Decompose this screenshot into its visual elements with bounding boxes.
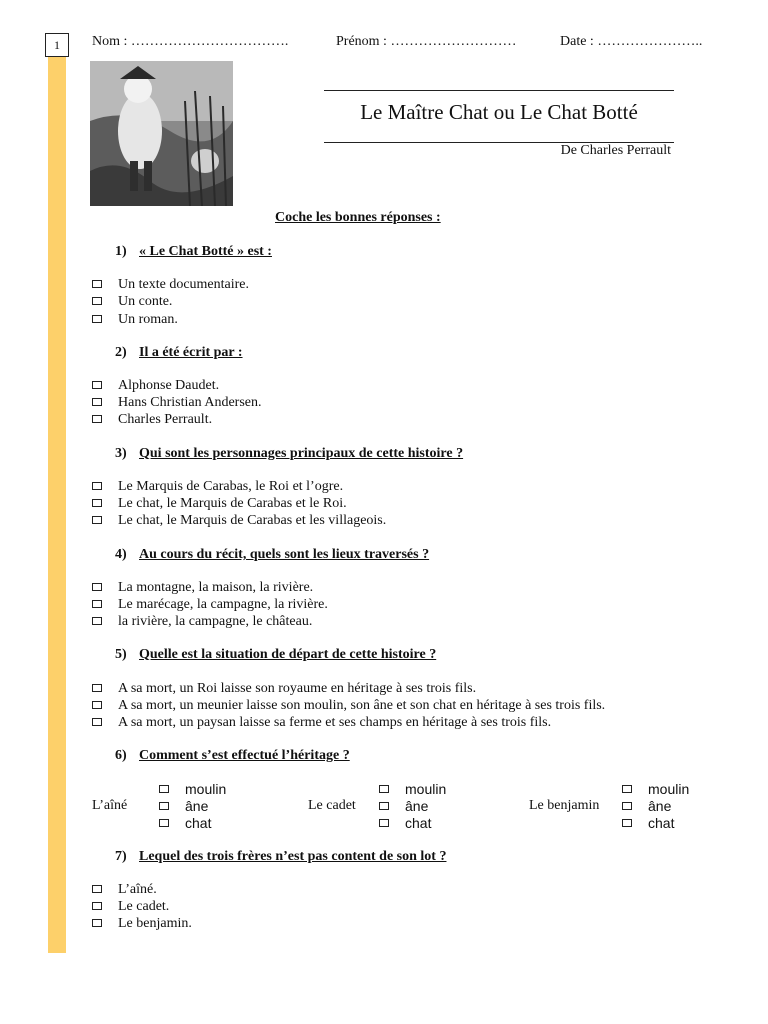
option-2-1[interactable]: Alphonse Daudet. [92, 378, 219, 394]
instruction: Coche les bonnes réponses : [275, 210, 441, 225]
author: De Charles Perrault [560, 143, 671, 158]
aine-chat[interactable]: chat [159, 815, 211, 831]
checkbox[interactable] [92, 315, 102, 323]
margin-stripe [48, 55, 66, 953]
question-6 [115, 748, 350, 764]
option-5-1[interactable]: A sa mort, un Roi laisse son royaume en héritage à ses trois fils. [92, 681, 476, 697]
checkbox[interactable] [92, 482, 102, 490]
checkbox[interactable] [92, 297, 102, 305]
checkbox[interactable] [622, 819, 632, 827]
option-3-1[interactable]: Le Marquis de Carabas, le Roi et l’ogre. [92, 479, 343, 495]
question-5 [115, 647, 436, 663]
checkbox[interactable] [92, 885, 102, 893]
checkbox[interactable] [159, 819, 169, 827]
question-number: 4) [115, 547, 127, 562]
checkbox[interactable] [92, 919, 102, 927]
benjamin-chat[interactable]: chat [622, 815, 674, 831]
date-field[interactable]: Date : ………………….. [560, 34, 703, 49]
option-7-1[interactable]: L’aîné. [92, 882, 157, 898]
option-7-3[interactable]: Le benjamin. [92, 916, 192, 932]
checkbox[interactable] [92, 381, 102, 389]
question-2 [115, 345, 243, 361]
question-4 [115, 547, 429, 563]
option-7-2[interactable]: Le cadet. [92, 899, 169, 915]
son-label-cadet: Le cadet [308, 798, 356, 813]
benjamin-ane[interactable]: âne [622, 798, 671, 814]
cadet-moulin[interactable]: moulin [379, 781, 446, 797]
checkbox[interactable] [379, 785, 389, 793]
question-3 [115, 446, 463, 462]
option-4-2[interactable]: Le marécage, la campagne, la rivière. [92, 597, 328, 613]
checkbox[interactable] [92, 583, 102, 591]
son-label-aine: L’aîné [92, 798, 128, 813]
checkbox[interactable] [622, 785, 632, 793]
question-text: Il a été écrit par : [139, 345, 243, 360]
option-1-3[interactable]: Un roman. [92, 312, 178, 328]
option-3-3[interactable]: Le chat, le Marquis de Carabas et les villageois. [92, 513, 386, 529]
page-title: Le Maître Chat ou Le Chat Botté [360, 100, 638, 124]
question-1 [115, 244, 272, 260]
checkbox[interactable] [92, 415, 102, 423]
option-3-2[interactable]: Le chat, le Marquis de Carabas et le Roi. [92, 496, 347, 512]
question-text: « Le Chat Botté » est : [139, 244, 272, 259]
question-text: Qui sont les personnages principaux de cette histoire ? [139, 446, 464, 461]
cadet-chat[interactable]: chat [379, 815, 431, 831]
question-number: 1) [115, 244, 127, 259]
checkbox[interactable] [92, 902, 102, 910]
question-text: Au cours du récit, quels sont les lieux traversés ? [139, 547, 430, 562]
prenom-field[interactable]: Prénom : ……………………… [336, 34, 517, 49]
checkbox[interactable] [92, 398, 102, 406]
page-number: 1 [45, 33, 69, 57]
question-number: 2) [115, 345, 127, 360]
checkbox[interactable] [379, 802, 389, 810]
checkbox[interactable] [622, 802, 632, 810]
checkbox[interactable] [92, 516, 102, 524]
checkbox[interactable] [92, 617, 102, 625]
question-text: Lequel des trois frères n’est pas content de son lot ? [139, 849, 447, 864]
checkbox[interactable] [92, 684, 102, 692]
option-1-1[interactable]: Un texte documentaire. [92, 277, 249, 293]
checkbox[interactable] [92, 280, 102, 288]
aine-ane[interactable]: âne [159, 798, 208, 814]
checkbox[interactable] [92, 701, 102, 709]
checkbox[interactable] [379, 819, 389, 827]
question-7 [115, 849, 446, 865]
nom-field[interactable]: Nom : ……………………………. [92, 34, 289, 49]
option-4-1[interactable]: La montagne, la maison, la rivière. [92, 580, 313, 596]
benjamin-moulin[interactable]: moulin [622, 781, 689, 797]
son-label-benjamin: Le benjamin [529, 798, 600, 813]
question-number: 3) [115, 446, 127, 461]
checkbox[interactable] [92, 499, 102, 507]
option-5-3[interactable]: A sa mort, un paysan laisse sa ferme et ses champs en héritage à ses trois fils. [92, 715, 551, 731]
option-4-3[interactable]: la rivière, la campagne, le château. [92, 614, 312, 630]
option-2-2[interactable]: Hans Christian Andersen. [92, 395, 261, 411]
option-2-3[interactable]: Charles Perrault. [92, 412, 212, 428]
checkbox[interactable] [92, 600, 102, 608]
title-rule-top [324, 90, 674, 91]
question-number: 7) [115, 849, 127, 864]
checkbox[interactable] [159, 785, 169, 793]
checkbox[interactable] [159, 802, 169, 810]
option-5-2[interactable]: A sa mort, un meunier laisse son moulin, son âne et son chat en héritage à ses trois fils. [92, 698, 605, 714]
checkbox[interactable] [92, 718, 102, 726]
question-text: Quelle est la situation de départ de cette histoire ? [139, 647, 437, 662]
cadet-ane[interactable]: âne [379, 798, 428, 814]
question-number: 6) [115, 748, 127, 763]
puss-in-boots-illustration [90, 61, 233, 206]
question-number: 5) [115, 647, 127, 662]
question-text: Comment s’est effectué l’héritage ? [139, 748, 350, 763]
aine-moulin[interactable]: moulin [159, 781, 226, 797]
option-1-2[interactable]: Un conte. [92, 294, 172, 310]
